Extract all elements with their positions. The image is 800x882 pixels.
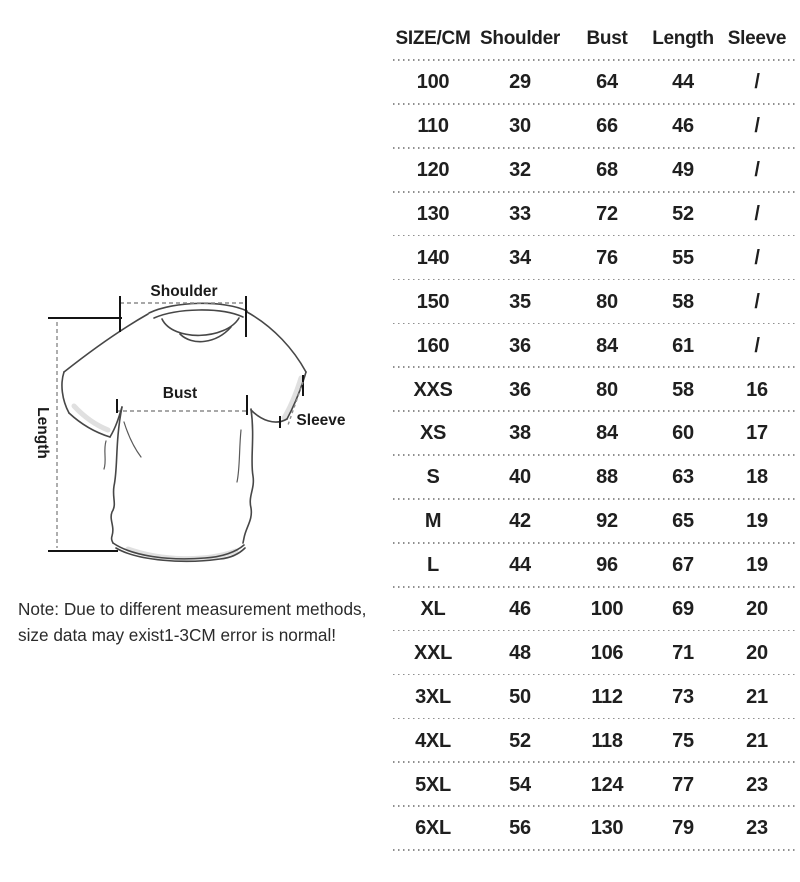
bust-label: Bust: [162, 385, 198, 402]
table-row: [393, 236, 795, 280]
cell-size: XXS: [413, 378, 453, 401]
cell-length: 69: [672, 598, 694, 621]
header-size: SIZE/CM: [395, 27, 471, 49]
cell-length: 73: [672, 685, 694, 708]
measurement-note: [18, 596, 388, 648]
cell-size: 6XL: [415, 817, 451, 840]
cell-bust: 72: [596, 203, 618, 225]
cell-length: 75: [672, 729, 694, 752]
header-bust: Bust: [586, 27, 628, 49]
cell-sleeve: 21: [746, 729, 768, 752]
cell-sleeve: 19: [746, 510, 768, 533]
table-row: [393, 368, 795, 412]
cell-bust: 100: [590, 598, 624, 621]
cell-size: S: [426, 466, 440, 489]
cell-bust: 66: [596, 115, 618, 138]
cell-size: 5XL: [415, 773, 451, 796]
cell-length: 63: [672, 466, 694, 489]
cell-length: 52: [672, 203, 694, 225]
table-row: [393, 807, 795, 851]
cell-bust: 84: [596, 422, 618, 445]
cell-shoulder: 34: [509, 246, 531, 269]
cell-bust: 130: [590, 817, 624, 840]
cell-shoulder: 56: [509, 817, 531, 840]
note-line-2: size data may exist1-3CM error is normal!: [18, 625, 337, 645]
shoulder-label: Shoulder: [150, 283, 218, 300]
cell-bust: 80: [596, 290, 618, 313]
cell-sleeve: 18: [746, 466, 768, 489]
size-table-body: [393, 61, 795, 851]
cell-size: L: [427, 554, 439, 577]
cell-length: 60: [672, 422, 694, 445]
table-row: [393, 61, 795, 105]
cell-length: 61: [672, 334, 694, 357]
cell-shoulder: 36: [509, 334, 531, 357]
cell-sleeve: 20: [746, 641, 768, 664]
cell-sleeve: 23: [746, 773, 768, 796]
cell-size: 3XL: [415, 685, 451, 708]
cell-shoulder: 44: [509, 554, 531, 577]
cell-sleeve: 21: [746, 685, 768, 708]
table-row: [393, 763, 795, 807]
cell-size: XL: [420, 598, 446, 621]
cell-bust: 106: [590, 641, 624, 664]
size-table: [393, 17, 795, 851]
cell-bust: 68: [596, 159, 618, 182]
tshirt-diagram: [0, 270, 390, 580]
cell-length: 65: [672, 510, 694, 533]
cell-shoulder: 30: [509, 115, 531, 138]
cell-sleeve: /: [754, 290, 760, 313]
cell-length: 46: [672, 115, 694, 138]
table-row: [393, 193, 795, 237]
table-row: [393, 500, 795, 544]
cell-sleeve: 17: [746, 422, 768, 445]
cell-shoulder: 52: [509, 729, 531, 752]
cell-size: M: [424, 510, 442, 533]
cell-bust: 118: [591, 729, 623, 752]
cell-size: 160: [416, 334, 450, 357]
cell-size: 4XL: [415, 729, 451, 752]
cell-sleeve: 20: [746, 598, 768, 621]
cell-sleeve: /: [754, 246, 760, 269]
cell-size: XS: [419, 422, 447, 445]
cell-bust: 64: [596, 71, 618, 94]
table-row: [393, 675, 795, 719]
cell-sleeve: /: [754, 203, 760, 225]
cell-shoulder: 46: [509, 598, 531, 621]
sleeve-label: Sleeve: [296, 412, 346, 429]
cell-length: 71: [672, 641, 694, 664]
cell-length: 49: [672, 159, 694, 182]
cell-bust: 112: [591, 685, 623, 708]
cell-size: 150: [416, 290, 450, 313]
cell-length: 77: [672, 773, 694, 796]
cell-bust: 124: [590, 773, 624, 796]
cell-sleeve: /: [754, 159, 760, 182]
table-row: [393, 631, 795, 675]
cell-size: 120: [416, 159, 450, 182]
cell-shoulder: 38: [509, 422, 531, 445]
table-row: [393, 149, 795, 193]
cell-length: 67: [672, 554, 694, 577]
table-row: [393, 324, 795, 368]
cell-bust: 76: [596, 246, 618, 269]
cell-size: 140: [416, 246, 450, 269]
length-label: Length: [34, 407, 51, 459]
cell-length: 44: [672, 71, 694, 94]
note-line-1: Note: Due to different measurement methods,: [18, 599, 367, 619]
cell-bust: 96: [596, 554, 618, 577]
cell-shoulder: 32: [509, 159, 531, 182]
table-row: [393, 456, 795, 500]
cell-sleeve: 16: [746, 378, 768, 401]
header-shoulder: Shoulder: [480, 27, 560, 49]
cell-length: 58: [672, 378, 694, 401]
cell-shoulder: 50: [509, 685, 531, 708]
cell-shoulder: 29: [509, 71, 531, 94]
table-row: [393, 544, 795, 588]
table-row: [393, 105, 795, 149]
table-row: [393, 588, 795, 632]
table-row: [393, 280, 795, 324]
cell-bust: 84: [596, 334, 618, 357]
left-cuff-shade: [74, 406, 108, 430]
cell-sleeve: 23: [746, 817, 768, 840]
cell-shoulder: 40: [509, 466, 531, 489]
tshirt-outline: [62, 303, 306, 561]
cell-sleeve: /: [754, 71, 760, 94]
cell-length: 55: [672, 246, 694, 269]
cell-size: 100: [416, 71, 450, 94]
cell-sleeve: /: [754, 334, 760, 357]
cell-sleeve: 19: [746, 554, 768, 577]
header-sleeve: Sleeve: [727, 27, 787, 49]
cell-size: 130: [416, 203, 450, 225]
cell-length: 58: [672, 290, 694, 313]
cell-shoulder: 33: [509, 203, 531, 225]
cell-bust: 80: [596, 378, 618, 401]
cell-shoulder: 36: [509, 378, 531, 401]
cell-bust: 88: [596, 466, 618, 489]
cell-shoulder: 54: [509, 773, 531, 796]
cell-size: 110: [417, 115, 449, 138]
table-row: [393, 719, 795, 763]
header-length: Length: [652, 27, 714, 49]
cell-shoulder: 35: [509, 290, 531, 313]
cell-shoulder: 42: [509, 510, 531, 533]
cell-length: 79: [672, 817, 694, 840]
table-row: [393, 412, 795, 456]
cell-sleeve: /: [754, 115, 760, 138]
table-header-row: [393, 17, 795, 61]
cell-bust: 92: [596, 510, 618, 533]
cell-shoulder: 48: [509, 641, 531, 664]
cell-size: XXL: [414, 641, 452, 664]
